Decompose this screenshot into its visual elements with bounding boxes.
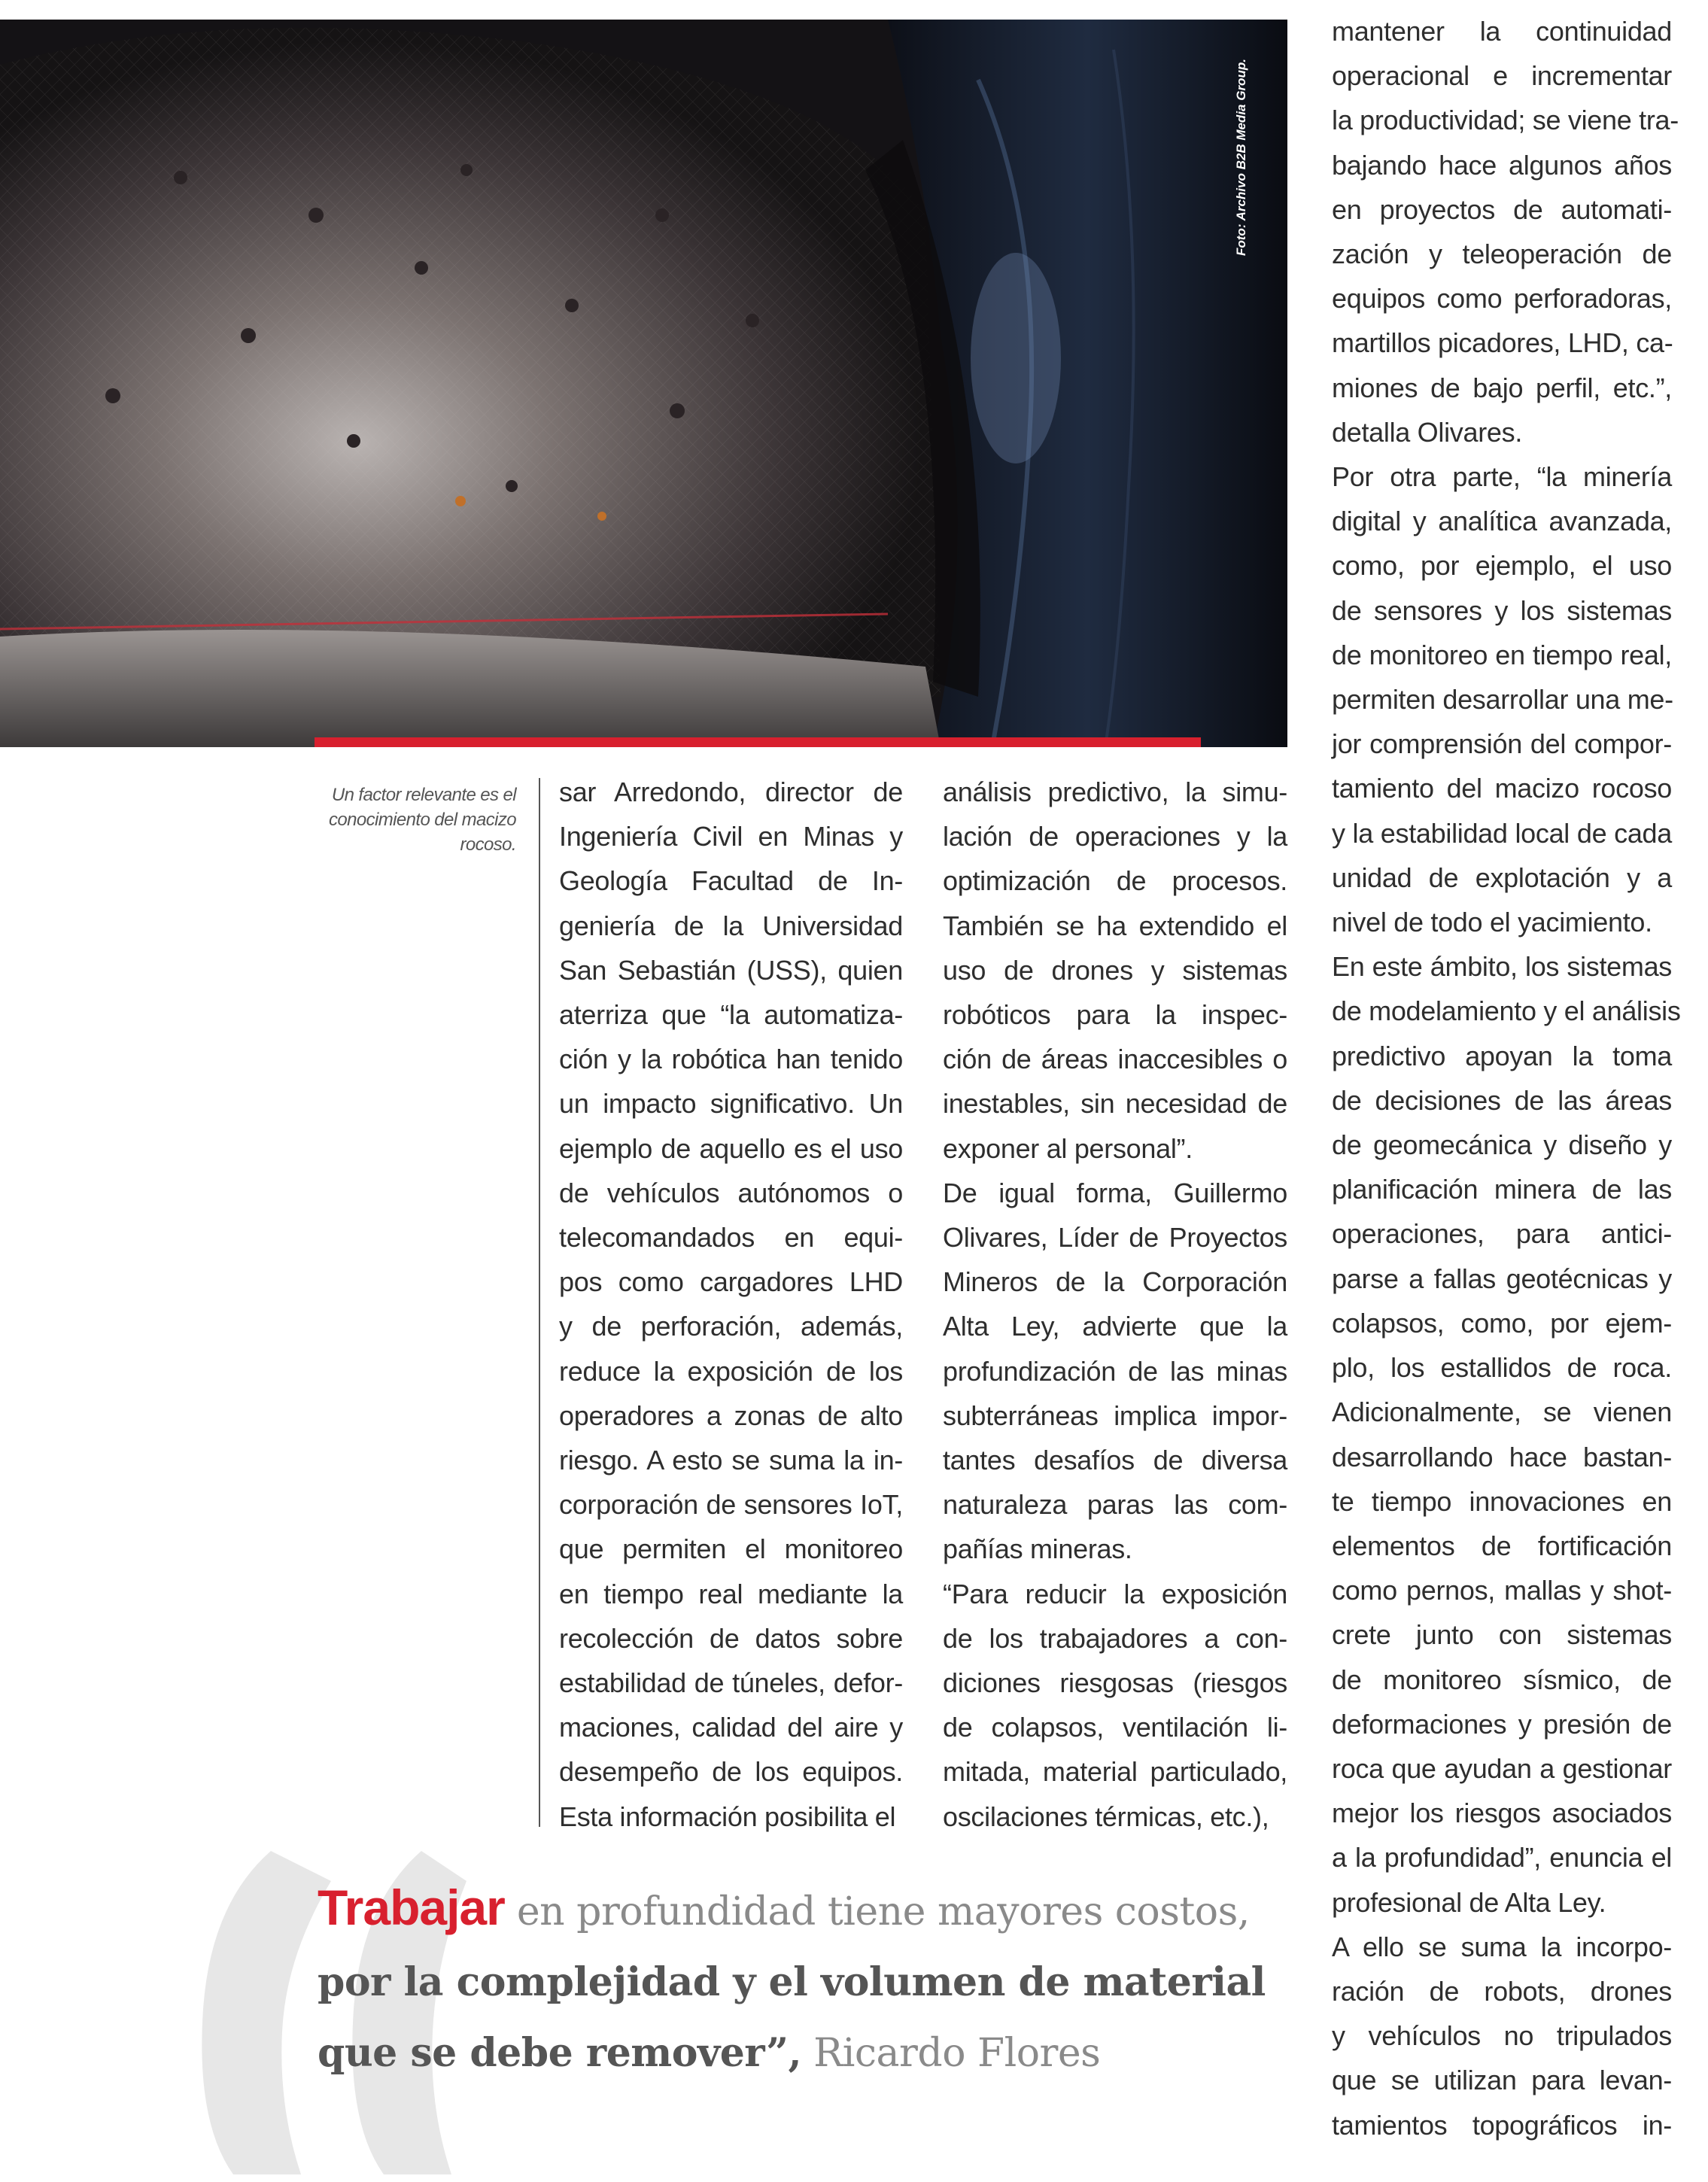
body-text-line: como, por ejemplo, el uso (1332, 550, 1672, 582)
body-text-line: de colapsos, ventilación li- (943, 1712, 1287, 1743)
body-text-line: “Para reducir la exposición (943, 1578, 1287, 1609)
body-text-line: Esta información posibilita el (559, 1801, 896, 1832)
body-text-line: y vehículos no tripulados (1332, 2020, 1672, 2052)
body-text-line: tamiento del macizo rocoso (1332, 773, 1672, 804)
body-text-line: ejemplo de aquello es el uso (559, 1132, 903, 1164)
body-text-line: y la estabilidad local de cada (1332, 817, 1672, 849)
photo-credit: Foto: Archivo B2B Media Group. (1234, 59, 1248, 256)
body-text-line: aterriza que “la automatiza- (559, 999, 903, 1031)
body-text-line: lación de operaciones y la (943, 821, 1287, 852)
body-text-line: diciones riesgosas (riesgos (943, 1667, 1287, 1699)
body-text-line: equipos como perforadoras, (1332, 283, 1672, 315)
body-text-line: a la profundidad”, enuncia el (1332, 1842, 1672, 1874)
body-text-line: predictivo apoyan la toma (1332, 1040, 1672, 1071)
body-text-line: operadores a zonas de alto (559, 1399, 903, 1431)
body-text-line: y de perforación, además, (559, 1311, 903, 1342)
body-text-line: riesgo. A esto se suma la in- (559, 1445, 903, 1476)
body-text-line: colapsos, como, por ejem- (1332, 1307, 1672, 1339)
body-text-line: inestables, sin necesidad de (943, 1088, 1287, 1120)
body-text-line: Olivares, Líder de Proyectos (943, 1222, 1287, 1254)
body-text-line: En este ámbito, los sistemas (1332, 951, 1672, 983)
body-text-line: roca que ayudan a gestionar (1332, 1752, 1672, 1784)
body-text-line: oscilaciones térmicas, etc.), (943, 1801, 1269, 1832)
body-text-line: profesional de Alta Ley. (1332, 1886, 1606, 1918)
body-text-line: zación y teleoperación de (1332, 239, 1672, 270)
body-text-line: exponer al personal”. (943, 1132, 1193, 1164)
body-text-line: También se ha extendido el (943, 910, 1287, 941)
body-text-line: ción y la robótica han tenido (559, 1044, 903, 1075)
body-text-line: tamientos topográficos in- (1332, 2109, 1672, 2141)
body-text-line: ración de robots, drones (1332, 1975, 1672, 2007)
body-text-line: en tiempo real mediante la (559, 1578, 903, 1609)
body-text-line: pos como cargadores LHD (559, 1266, 903, 1298)
pull-quote-attribution: Ricardo Flores (801, 2031, 1101, 2076)
caption-line: rocoso. (460, 834, 516, 855)
body-text-line: optimización de procesos. (943, 865, 1287, 897)
body-text-line: jor comprensión del compor- (1332, 728, 1672, 760)
body-text-line: de sensores y los sistemas (1332, 594, 1672, 626)
body-text-line: mantener la continuidad (1332, 16, 1672, 47)
body-text-line: que se utilizan para levan- (1332, 2065, 1672, 2096)
body-column-1 (559, 770, 903, 1839)
body-text-line: uso de drones y sistemas (943, 954, 1287, 986)
body-text-line: telecomandados en equi- (559, 1222, 903, 1254)
body-text-line: desarrollando hace bastan- (1332, 1441, 1672, 1472)
body-text-line: la productividad; se viene tra- (1332, 105, 1679, 136)
body-text-line: operaciones, para antici- (1332, 1218, 1672, 1250)
body-text-line: crete junto con sistemas (1332, 1619, 1672, 1651)
body-text-line: Ingeniería Civil en Minas y (559, 821, 903, 852)
body-text-line: digital y analítica avanzada, (1332, 506, 1672, 537)
body-text-line: A ello se suma la incorpo- (1332, 1931, 1672, 1962)
body-text-line: robóticos para la inspec- (943, 999, 1287, 1031)
body-text-line: geniería de la Universidad (559, 910, 903, 941)
body-text-line: maciones, calidad del aire y (559, 1712, 903, 1743)
body-text-line: Alta Ley, advierte que la (943, 1311, 1287, 1342)
body-text-line: mejor los riesgos asociados (1332, 1798, 1672, 1829)
body-text-line: estabilidad de túneles, defor- (559, 1667, 903, 1699)
body-text-line: operacional e incrementar (1332, 60, 1672, 92)
pull-quote-emphasis: por la complejidad y el volumen de material que se debe remover”, (318, 1959, 1266, 2076)
body-text-line: bajando hace algunos años (1332, 149, 1672, 181)
body-text-line: de los trabajadores a con- (943, 1622, 1287, 1654)
photo-caption (308, 783, 516, 857)
body-text-line: en proyectos de automati- (1332, 193, 1672, 225)
body-text-line: plo, los estallidos de roca. (1332, 1352, 1672, 1384)
body-text-line: Mineros de la Corporación (943, 1266, 1287, 1298)
body-text-line: elementos de fortificación (1332, 1530, 1672, 1561)
body-text-line: Adicionalmente, se vienen (1332, 1396, 1672, 1428)
caption-line: Un factor relevante es el (331, 785, 516, 805)
body-column-2 (943, 770, 1287, 1839)
body-text-line: deformaciones y presión de (1332, 1708, 1672, 1740)
pull-quote-text: en profundidad tiene mayores costos, (504, 1889, 1250, 1934)
body-text-line: pañías mineras. (943, 1533, 1132, 1565)
pull-quote (318, 1872, 1281, 2089)
body-text-line: nivel de todo el yacimiento. (1332, 907, 1652, 938)
body-text-line: San Sebastián (USS), quien (559, 954, 903, 986)
body-text-line: corporación de sensores IoT, (559, 1489, 903, 1521)
tunnel-photo-art (0, 20, 1287, 747)
body-text-line: de modelamiento y el análisis (1332, 995, 1681, 1027)
body-text-line: Por otra parte, “la minería (1332, 461, 1672, 493)
body-text-line: desempeño de los equipos. (559, 1756, 903, 1788)
body-text-line: de decisiones de las áreas (1332, 1084, 1672, 1116)
body-text-line: mitada, material particulado, (943, 1756, 1287, 1788)
body-text-line: naturaleza paras las com- (943, 1489, 1287, 1521)
body-column-3 (1332, 9, 1681, 2147)
body-text-line: martillos picadores, LHD, ca- (1332, 327, 1673, 359)
body-text-line: como pernos, mallas y shot- (1332, 1575, 1672, 1606)
pull-quote-lead: Trabajar (318, 1880, 505, 1935)
body-text-line: análisis predictivo, la simu- (943, 776, 1287, 807)
body-text-line: de monitoreo en tiempo real, (1332, 639, 1672, 670)
body-text-line: reduce la exposición de los (559, 1355, 903, 1387)
body-text-line: sar Arredondo, director de (559, 776, 903, 807)
body-text-line: De igual forma, Guillermo (943, 1177, 1287, 1208)
body-text-line: Geología Facultad de In- (559, 865, 903, 897)
body-text-line: de monitoreo sísmico, de (1332, 1664, 1672, 1695)
body-text-line: te tiempo innovaciones en (1332, 1485, 1672, 1517)
column-rule (539, 778, 540, 1827)
body-text-line: de geomecánica y diseño y (1332, 1129, 1672, 1161)
body-text-line: permiten desarrollar una me- (1332, 684, 1673, 716)
caption-line: conocimiento del macizo (329, 810, 516, 830)
body-text-line: parse a fallas geotécnicas y (1332, 1263, 1672, 1294)
body-text-line: que permiten el monitoreo (559, 1533, 903, 1565)
body-text-line: planificación minera de las (1332, 1174, 1672, 1205)
body-text-line: tantes desafíos de diversa (943, 1445, 1287, 1476)
body-text-line: de vehículos autónomos o (559, 1177, 903, 1208)
tunnel-photo (0, 20, 1287, 747)
body-text-line: profundización de las minas (943, 1355, 1287, 1387)
body-text-line: ción de áreas inaccesibles o (943, 1044, 1287, 1075)
body-text-line: detalla Olivares. (1332, 416, 1523, 448)
accent-bar (315, 737, 1201, 747)
body-text-line: miones de bajo perfil, etc.”, (1332, 372, 1672, 403)
body-text-line: recolección de datos sobre (559, 1622, 903, 1654)
body-text-line: unidad de explotación y a (1332, 862, 1672, 893)
body-text-line: subterráneas implica impor- (943, 1399, 1287, 1431)
body-text-line: un impacto significativo. Un (559, 1088, 903, 1120)
